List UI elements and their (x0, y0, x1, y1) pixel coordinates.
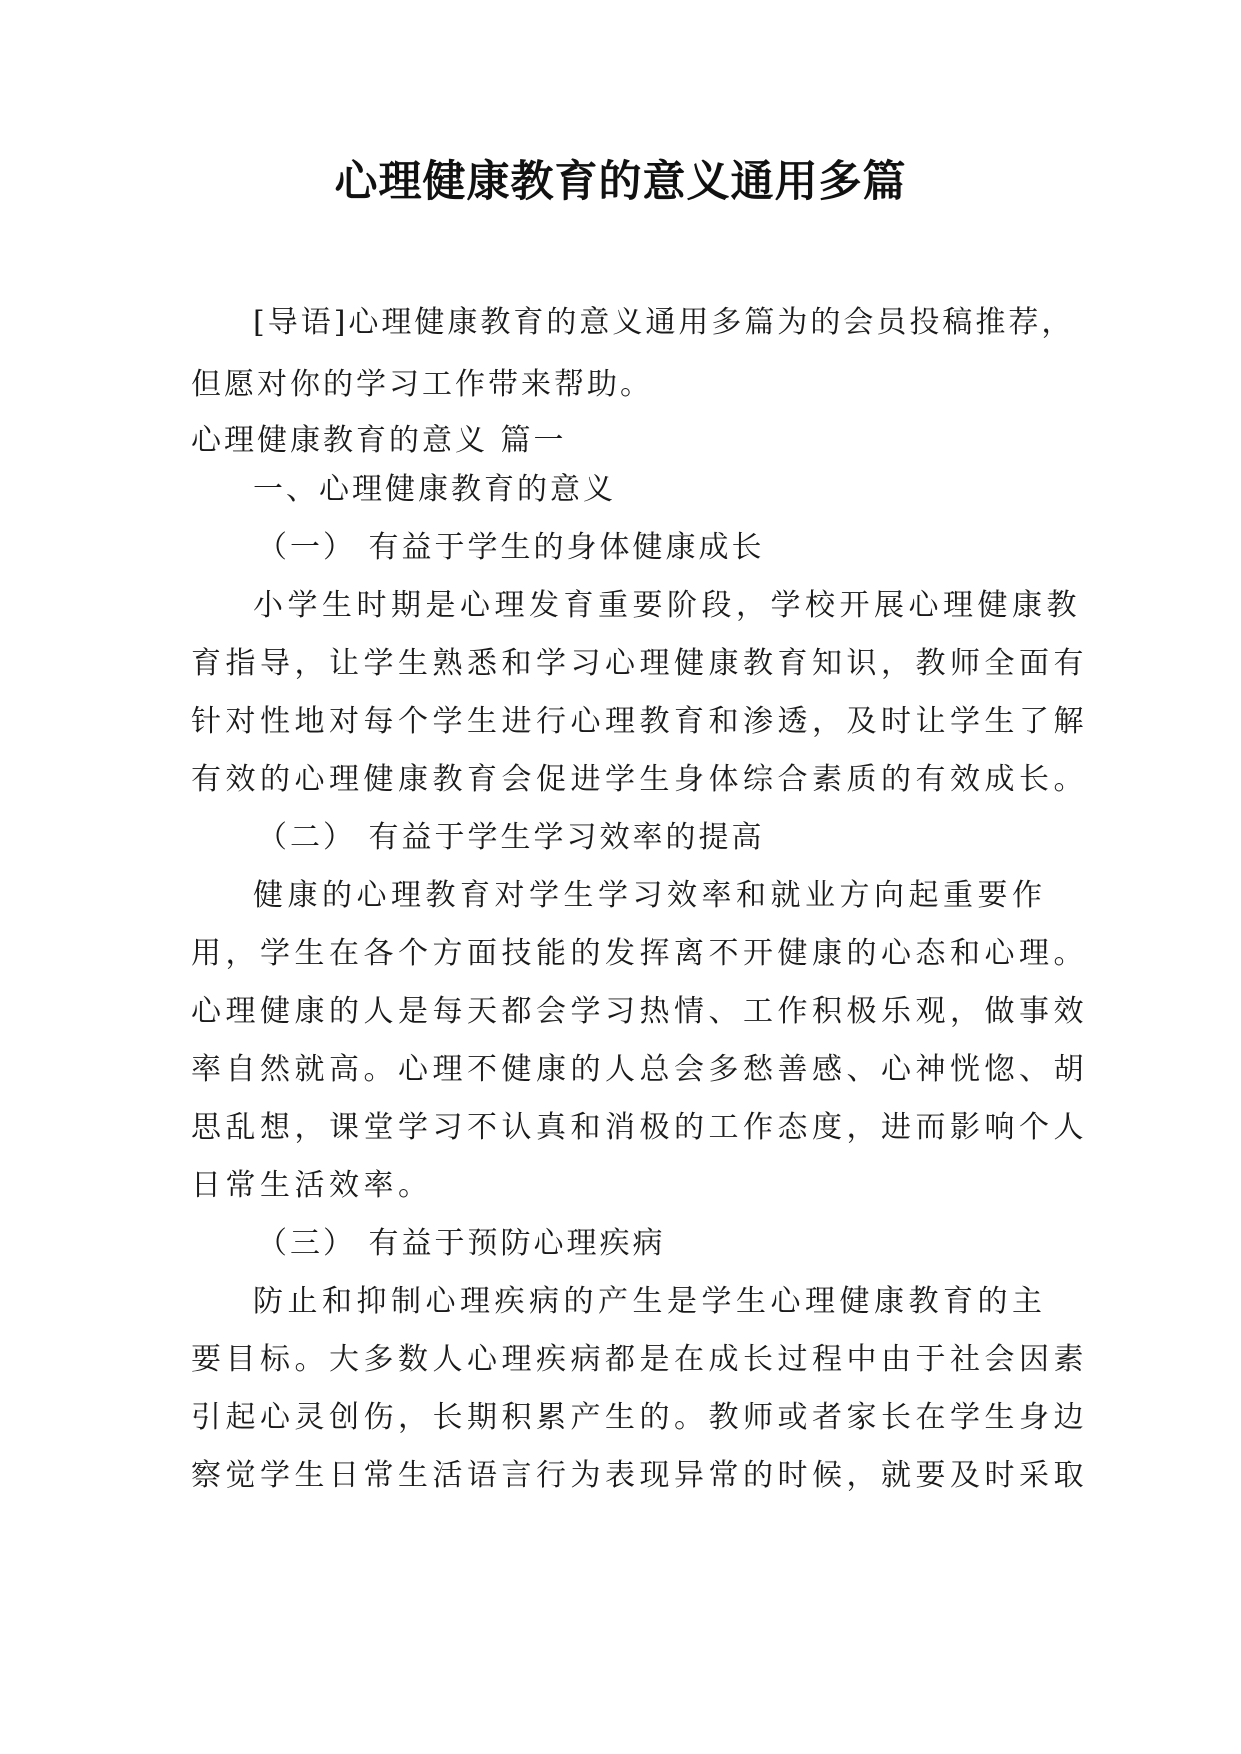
paragraph-line: 率自然就高。心理不健康的人总会多愁善感、心神恍惚、胡 (191, 1052, 1088, 1087)
subsection-heading: （三） 有益于预防心理疾病 (257, 1226, 666, 1261)
intro-paragraph (191, 292, 1075, 416)
intro-line: 但愿对你的学习工作带来帮助。 (191, 367, 653, 402)
paragraph-line: 用，学生在各个方面技能的发挥离不开健康的心态和心理。 (191, 936, 1088, 971)
heading-level-1 (191, 461, 1071, 519)
intro-line: [导语]心理健康教育的意义通用多篇为的会员投稿推荐， (253, 305, 1075, 340)
paragraph-line: 有效的心理健康教育会促进学生身体综合素质的有效成长。 (191, 762, 1088, 797)
paragraph-line: 引起心灵创伤，长期积累产生的。教师或者家长在学生身边 (191, 1400, 1088, 1435)
heading-text: 一、心理健康教育的意义 (253, 472, 616, 507)
paragraph-line: 小学生时期是心理发育重要阶段，学校开展心理健康教 (253, 588, 1081, 623)
paragraph-line: 育指导，让学生熟悉和学习心理健康教育知识，教师全面有 (191, 646, 1088, 681)
document-title: 心理健康教育的意义通用多篇 (334, 157, 907, 207)
paragraph-line: 察觉学生日常生活语言行为表现异常的时候，就要及时采取 (191, 1458, 1088, 1493)
paragraph-line: 心理健康的人是每天都会学习热情、工作积极乐观，做事效 (191, 994, 1088, 1029)
subsection-1 (191, 519, 1088, 809)
subsection-heading: （二） 有益于学生学习效率的提高 (257, 820, 765, 855)
paragraph-line: 日常生活效率。 (191, 1168, 433, 1203)
subsection-3 (191, 1215, 1088, 1505)
subsection-heading: （一） 有益于学生的身体健康成长 (257, 530, 765, 565)
paragraph-line: 健康的心理教育对学生学习效率和就业方向起重要作 (253, 878, 1047, 913)
section-title-text: 心理健康教育的意义 篇一 (191, 423, 567, 458)
subsection-2 (191, 809, 1088, 1215)
paragraph-line: 针对性地对每个学生进行心理教育和渗透，及时让学生了解 (191, 704, 1088, 739)
paragraph-line: 要目标。大多数人心理疾病都是在成长过程中由于社会因素 (191, 1342, 1088, 1377)
paragraph-line: 思乱想，课堂学习不认真和消极的工作态度，进而影响个人 (191, 1110, 1088, 1145)
paragraph-line: 防止和抑制心理疾病的产生是学生心理健康教育的主 (253, 1284, 1047, 1319)
